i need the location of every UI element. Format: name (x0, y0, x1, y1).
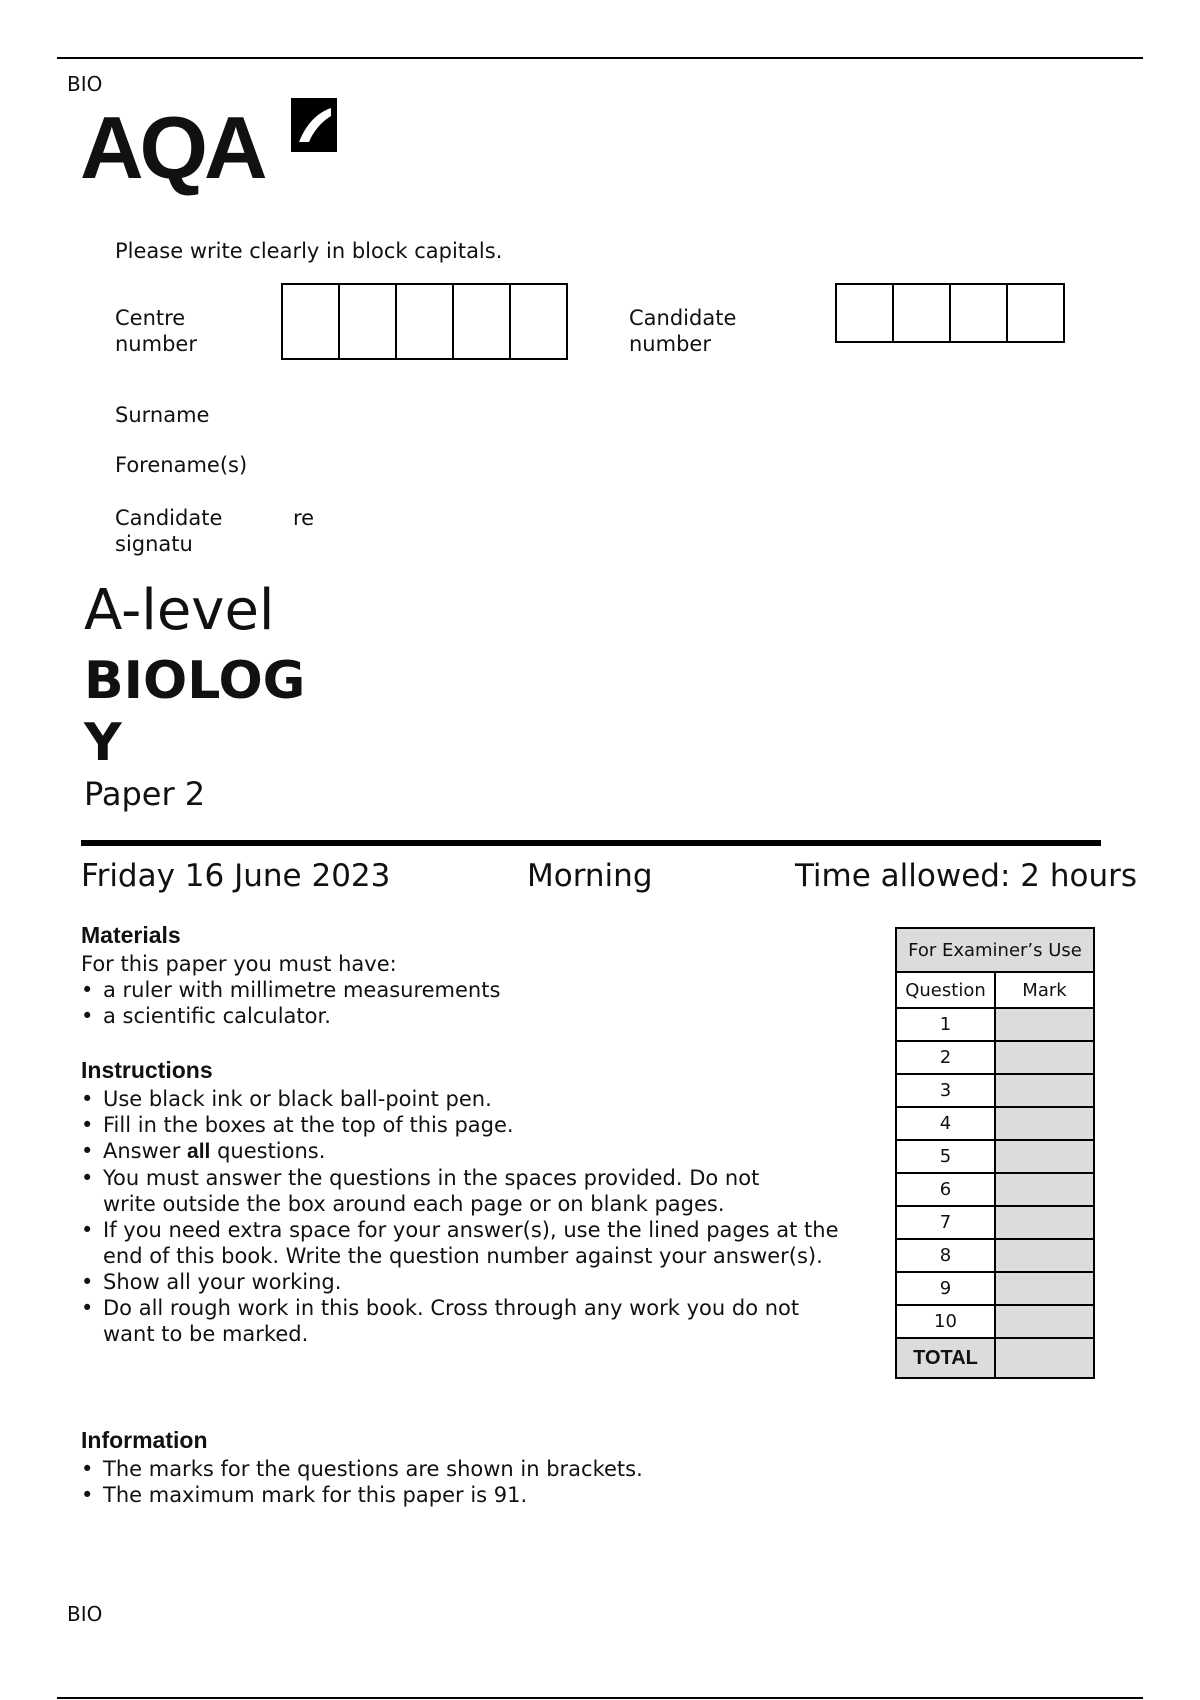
aqa-logo (80, 94, 350, 197)
subject-title: BIOLOG Y (84, 651, 306, 773)
list-item: • Fill in the boxes at the top of this page. (81, 1112, 851, 1138)
bottom-rule (57, 1697, 1143, 1699)
materials-list (81, 977, 841, 1029)
mark-cell (995, 1107, 1094, 1140)
block-capitals-instruction: Please write clearly in block capitals. (115, 239, 503, 263)
table-row: 2 (896, 1041, 1094, 1074)
examiner-use-table (895, 927, 1095, 1379)
list-item: • If you need extra space for your answer(s), use the lined pages at the end of this book. Write the question number against your answer(s). (81, 1217, 853, 1269)
total-row (896, 1338, 1094, 1378)
surname-label: Surname (115, 403, 210, 427)
table-row: 1 (896, 1008, 1094, 1041)
table-row: 3 (896, 1074, 1094, 1107)
mark-cell (995, 1074, 1094, 1107)
list-item: • Answer all questions. (81, 1138, 851, 1165)
title-divider (81, 840, 1101, 846)
centre-number-digit[interactable] (454, 285, 511, 358)
mark-cell (995, 1140, 1094, 1173)
centre-number-digit[interactable] (283, 285, 340, 358)
header-code: BIO (67, 72, 103, 96)
total-label: TOTAL (896, 1338, 995, 1378)
list-item: • Do all rough work in this book. Cross through any work you do not want to be marked. (81, 1295, 833, 1347)
materials-heading: Materials (81, 922, 181, 948)
information-list (81, 1456, 841, 1508)
examiner-table-heading: For Examiner’s Use (896, 928, 1094, 972)
centre-number-digit[interactable] (397, 285, 454, 358)
table-row: 10 (896, 1305, 1094, 1338)
mark-cell (995, 1239, 1094, 1272)
centre-number-digit[interactable] (340, 285, 397, 358)
mark-cell (995, 1206, 1094, 1239)
mark-cell (995, 1173, 1094, 1206)
exam-date: Friday 16 June 2023 (81, 858, 391, 894)
centre-number-digit[interactable] (511, 285, 566, 358)
signature-label-fragment: re (293, 506, 315, 530)
list-item: • You must answer the questions in the spaces provided. Do not write outside the box around each page or on blank pages. (81, 1165, 763, 1217)
list-item: • a ruler with millimetre measurements (81, 977, 841, 1003)
materials-intro: For this paper you must have: (81, 952, 397, 976)
question-column-header: Question (896, 972, 995, 1008)
centre-number-boxes[interactable] (281, 283, 568, 360)
table-row: 9 (896, 1272, 1094, 1305)
information-heading: Information (81, 1427, 208, 1453)
table-row: 8 (896, 1239, 1094, 1272)
mark-cell (995, 1008, 1094, 1041)
candidate-signature-label: Candidate signatu (115, 506, 223, 556)
mark-cell (995, 1041, 1094, 1074)
top-rule (57, 57, 1143, 59)
list-item: • a scientific calculator. (81, 1003, 841, 1029)
paper-number: Paper 2 (84, 775, 206, 813)
logo-text: AQA (80, 98, 264, 197)
candidate-number-digit[interactable] (951, 285, 1008, 341)
centre-number-label: Centre number (115, 306, 197, 356)
candidate-number-digit[interactable] (894, 285, 951, 341)
candidate-number-label: Candidate number (629, 306, 737, 356)
table-row: 6 (896, 1173, 1094, 1206)
exam-session: Morning (527, 858, 653, 894)
time-allowed: Time allowed: 2 hours (794, 858, 1137, 894)
list-item: • Show all your working. (81, 1269, 851, 1295)
mark-cell (995, 1272, 1094, 1305)
table-row: 7 (896, 1206, 1094, 1239)
list-item: • The maximum mark for this paper is 91. (81, 1482, 841, 1508)
footer-code: BIO (67, 1602, 103, 1626)
mark-column-header: Mark (995, 972, 1094, 1008)
table-row: 5 (896, 1140, 1094, 1173)
mark-cell (995, 1305, 1094, 1338)
qualification-level: A-level (84, 578, 275, 643)
forenames-label: Forename(s) (115, 453, 248, 477)
instructions-heading: Instructions (81, 1057, 213, 1083)
total-mark-cell (995, 1338, 1094, 1378)
candidate-number-boxes[interactable] (835, 283, 1065, 343)
instructions-list (81, 1086, 851, 1347)
list-item: • The marks for the questions are shown in brackets. (81, 1456, 841, 1482)
candidate-number-digit[interactable] (1008, 285, 1063, 341)
candidate-number-digit[interactable] (837, 285, 894, 341)
list-item: • Use black ink or black ball-point pen. (81, 1086, 851, 1112)
aqa-emblem-icon (285, 94, 341, 156)
table-row: 4 (896, 1107, 1094, 1140)
